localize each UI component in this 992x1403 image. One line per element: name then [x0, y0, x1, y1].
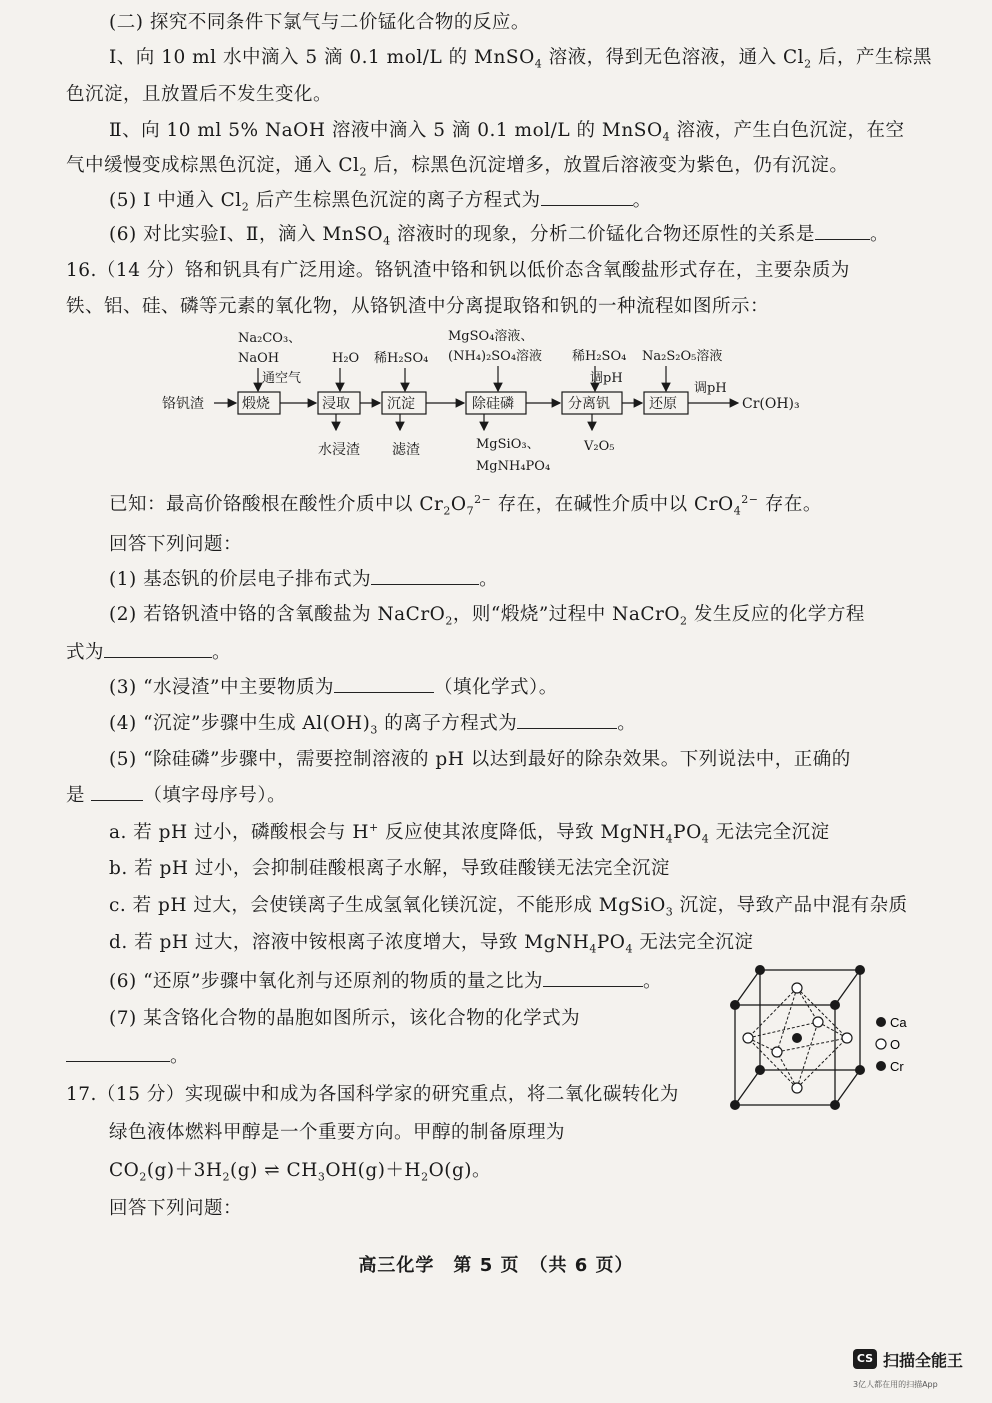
q16-part-2: (2) 若铬钒渣中铬的含氧酸盐为 NaCrO$_2$，则“煅烧”过程中 NaCrO$_2$ 发生反应的化学方程: [109, 604, 865, 628]
answer-blank[interactable]: [66, 1045, 170, 1062]
input-leach: H₂O: [332, 351, 360, 366]
experiment-1-line-2: 色沉淀，且放置后不发生变化。: [66, 84, 333, 105]
output-desilicon-1: MgSiO₃、: [476, 437, 540, 452]
chromium-atom: [792, 1033, 802, 1043]
q16-intro-line-1: 16.（14 分）铬和钒具有广泛用途。铬钒渣中铬和钒以低价态含氧酸盐形式存在，主要杂质为: [66, 260, 850, 281]
section-title: (二) 探究不同条件下氯气与二价锰化合物的反应。: [109, 12, 530, 33]
answer-blank[interactable]: [541, 189, 633, 206]
q16-part-2-line-2: 式为 。: [66, 642, 232, 663]
output-leach: 水浸渣: [318, 442, 360, 458]
step-calcine: 煅烧: [242, 396, 270, 412]
legend-cr: Cr: [890, 1059, 904, 1074]
q16-part-7: (7) 某含铬化合物的晶胞如图所示，该化合物的化学式为: [109, 1008, 581, 1029]
input-calcine-2: NaOH: [238, 351, 280, 366]
input-calcine-3: 通空气: [262, 371, 302, 386]
q17-equation: $CO_2(g)+3H_2(g)$ ⇌ $CH_3OH(g)+H_2O(g)$。: [109, 1160, 492, 1184]
answer-blank[interactable]: [91, 784, 143, 801]
q16-part-5-line-1: (5) “除硅磷”步骤中，需要控制溶液的 pH 以达到最好的除杂效果。下列说法中，正确的: [109, 749, 851, 770]
answer-blank[interactable]: [371, 568, 479, 585]
answer-prompt: 回答下列问题：: [109, 534, 243, 555]
answer-blank[interactable]: [104, 641, 212, 658]
crystal-cell-diagram: [715, 960, 915, 1130]
experiment-2-line-1: Ⅱ、向 10 ml 5% NaOH 溶液中滴入 5 滴 0.1 mol/L 的 MnSO$_4$ 溶液，产生白色沉淀，在空: [109, 120, 905, 144]
known-info: 已知：最高价铬酸根在酸性介质中以 $Cr_2O_7^{2-}$ 存在，在碱性介质中以 CrO$_4^{2-}$ 存在。: [109, 492, 822, 518]
question-6: (6) 对比实验Ⅰ、Ⅱ，滴入 MnSO$_4$ 溶液时的现象，分析二价锰化合物还原性的关系是 。: [109, 224, 889, 248]
q16-part-7-line-2: 。: [66, 1042, 189, 1068]
q16-part-3: (3) “水浸渣”中主要物质为 （填化学式）。: [109, 677, 558, 698]
step-desilicon: 除硅磷: [472, 396, 514, 412]
input-desilicon-2: (NH₄)₂SO₄溶液: [448, 349, 543, 364]
output-desilicon-2: MgNH₄PO₄: [476, 459, 551, 474]
step-separate: 分离钒: [568, 396, 610, 412]
q16-part-1: (1) 基态钒的价层电子排布式为 。: [109, 569, 499, 590]
input-calcine-1: Na₂CO₃、: [238, 331, 302, 346]
legend-o: O: [890, 1037, 901, 1052]
step-precip: 沉淀: [387, 396, 415, 412]
start-material: 铬钒渣: [162, 396, 204, 412]
answer-blank[interactable]: [543, 970, 643, 987]
option-c: c. 若 pH 过大，会使镁离子生成氢氧化镁沉淀，不能形成 MgSiO$_3$ 沉淀，导致产品中混有杂质: [109, 895, 908, 919]
answer-blank[interactable]: [815, 223, 870, 240]
process-flow-diagram: [150, 320, 830, 480]
q16-part-5-line-2: 是 （填字母序号）。: [66, 785, 287, 806]
option-b: b. 若 pH 过小，会抑制硅酸根离子水解，导致硅酸镁无法完全沉淀: [109, 858, 670, 879]
input-desilicon-1: MgSO₄溶液、: [448, 329, 534, 344]
option-a: a. 若 pH 过小，磷酸根会与 H+ 反应使其浓度降低，导致 $MgNH_4PO_4$ 无法完全沉淀: [109, 820, 830, 846]
output-separate: V₂O₅: [584, 439, 615, 454]
logo-name: 扫描全能王: [883, 1351, 964, 1370]
page-footer: 高三化学 第 5 页 （共 6 页）: [358, 1255, 634, 1276]
adjust-ph-label: 调pH: [694, 381, 727, 396]
input-separate-1: 稀H₂SO₄: [572, 349, 627, 364]
scanner-logo: [853, 1345, 983, 1395]
experiment-1-line-1: Ⅰ、向 10 ml 水中滴入 5 滴 0.1 mol/L 的 MnSO$_4$ 溶液，得到无色溶液，通入 $Cl_2$ 后，产生棕黑: [109, 47, 932, 71]
experiment-2-line-2: 气中缓慢变成棕黑色沉淀，通入 $Cl_2$ 后，棕黑色沉淀增多，放置后溶液变为紫色，仍有沉淀。: [66, 155, 849, 179]
final-product: Cr(OH)₃: [742, 396, 800, 412]
answer-blank[interactable]: [334, 676, 434, 693]
question-5: (5) Ⅰ 中通入 $Cl_2$ 后产生棕黑色沉淀的离子方程式为 。: [109, 190, 652, 214]
legend-ca: Ca: [890, 1015, 907, 1030]
step-reduce: 还原: [649, 396, 677, 412]
input-precip: 稀H₂SO₄: [374, 351, 429, 366]
answer-blank[interactable]: [517, 712, 617, 729]
q17-line-1: 17.（15 分）实现碳中和成为各国科学家的研究重点，将二氧化碳转化为: [66, 1084, 679, 1105]
option-d: d. 若 pH 过大，溶液中铵根离子浓度增大，导致 $MgNH_4PO_4$ 无法完全沉淀: [109, 932, 754, 956]
q17-line-2: 绿色液体燃料甲醇是一个重要方向。甲醇的制备原理为: [109, 1122, 566, 1143]
input-reduce: Na₂S₂O₅溶液: [642, 349, 723, 364]
step-leach: 浸取: [322, 396, 350, 412]
cs-logo-icon: CS: [853, 1349, 877, 1369]
q16-part-4: (4) “沉淀”步骤中生成 $Al(OH)_3$ 的离子方程式为 。: [109, 713, 637, 737]
input-separate-2: 调pH: [590, 371, 623, 386]
q16-intro-line-2: 铁、铝、硅、磷等元素的氧化物，从铬钒渣中分离提取铬和钒的一种流程如图所示：: [66, 296, 770, 317]
output-precip: 滤渣: [392, 442, 420, 458]
q17-answer-prompt: 回答下列问题：: [109, 1198, 243, 1219]
logo-tagline: 3亿人都在用的扫描App: [853, 1380, 938, 1389]
q16-part-6: (6) “还原”步骤中氧化剂与还原剂的物质的量之比为 。: [109, 971, 663, 992]
